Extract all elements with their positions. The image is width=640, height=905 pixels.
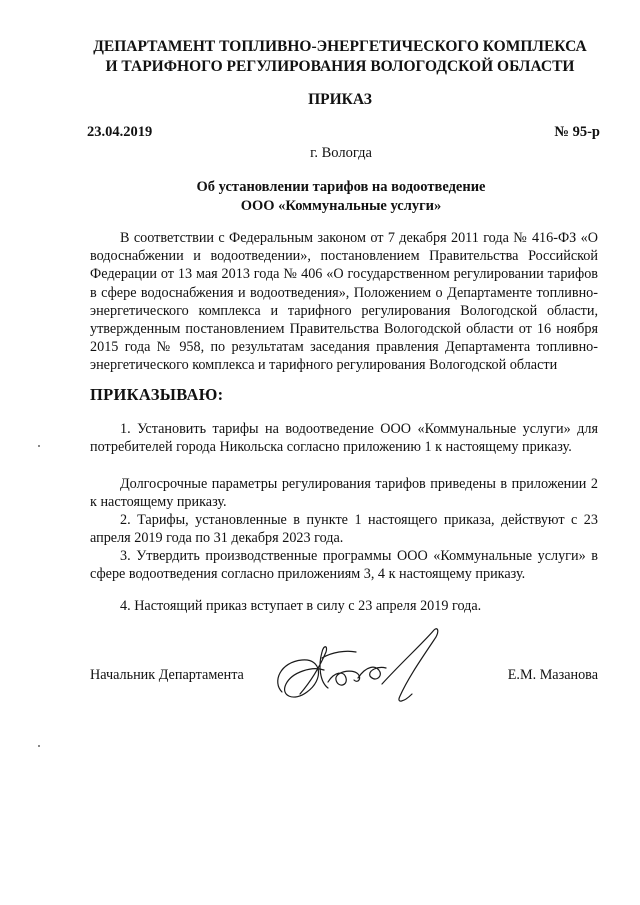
order-item-1: 1. Установить тарифы на водоотведение ООО «Коммунальные услуги» для потребителей города Никольска согласно приложению 1 к настоящему приказу. <box>90 421 598 456</box>
signatory-name: Е.М. Мазанова <box>507 667 598 683</box>
document-type: ПРИКАЗ <box>308 91 372 108</box>
margin-mark <box>38 445 40 447</box>
subject-line-2: ООО «Коммунальные услуги» <box>240 198 442 214</box>
document-subject <box>0 178 640 216</box>
order-item-2: 2. Тарифы, установленные в пункте 1 настоящего приказа, действуют с 23 апреля 2019 года по 31 декабря 2023 года. <box>90 512 598 547</box>
order-item-3: 3. Утвердить производственные программы ООО «Коммунальные услуги» в сфере водоотведения согласно приложениям 3, 4 к настоящему приказу. <box>90 548 598 583</box>
preamble-paragraph: В соответствии с Федеральным законом от 7 декабря 2011 года № 416-ФЗ «О водоснабжении и водоотведении», постановлением Правительства Российской Федерации от 13 мая 2013 года № 406 «О государственном регулировании тарифов в сфере водоснабжения и водоотведения», Положением о Департаменте топливно-энергетического комплекса и тарифного регулирования Вологодской области, утвержденным постановлением Правительства Вологодской области от 16 ноября 2015 года № 958, по результатам заседания правления Департамента топливно-энергетического комплекса и тарифного регулирования Вологодской области <box>90 230 598 374</box>
header-line-2: И ТАРИФНОГО РЕГУЛИРОВАНИЯ ВОЛОГОДСКОЙ ОБЛАСТИ <box>105 58 575 75</box>
order-item-1-continuation: Долгосрочные параметры регулирования тарифов приведены в приложении 2 к настоящему приказу. <box>90 476 598 511</box>
signatory-position: Начальник Департамента <box>90 667 244 683</box>
margin-mark <box>38 745 40 747</box>
department-header <box>40 37 640 77</box>
subject-line-1: Об установлении тарифов на водоотведение <box>196 179 486 195</box>
document-city: г. Вологда <box>310 145 372 161</box>
header-line-1: ДЕПАРТАМЕНТ ТОПЛИВНО-ЭНЕРГЕТИЧЕСКОГО КОМПЛЕКСА <box>93 38 587 55</box>
order-keyword: ПРИКАЗЫВАЮ: <box>90 385 224 404</box>
handwritten-signature <box>262 622 452 712</box>
order-item-4: 4. Настоящий приказ вступает в силу с 23 апреля 2019 года. <box>120 598 482 614</box>
document-number: № 95-р <box>554 124 600 140</box>
document-date: 23.04.2019 <box>87 124 153 140</box>
